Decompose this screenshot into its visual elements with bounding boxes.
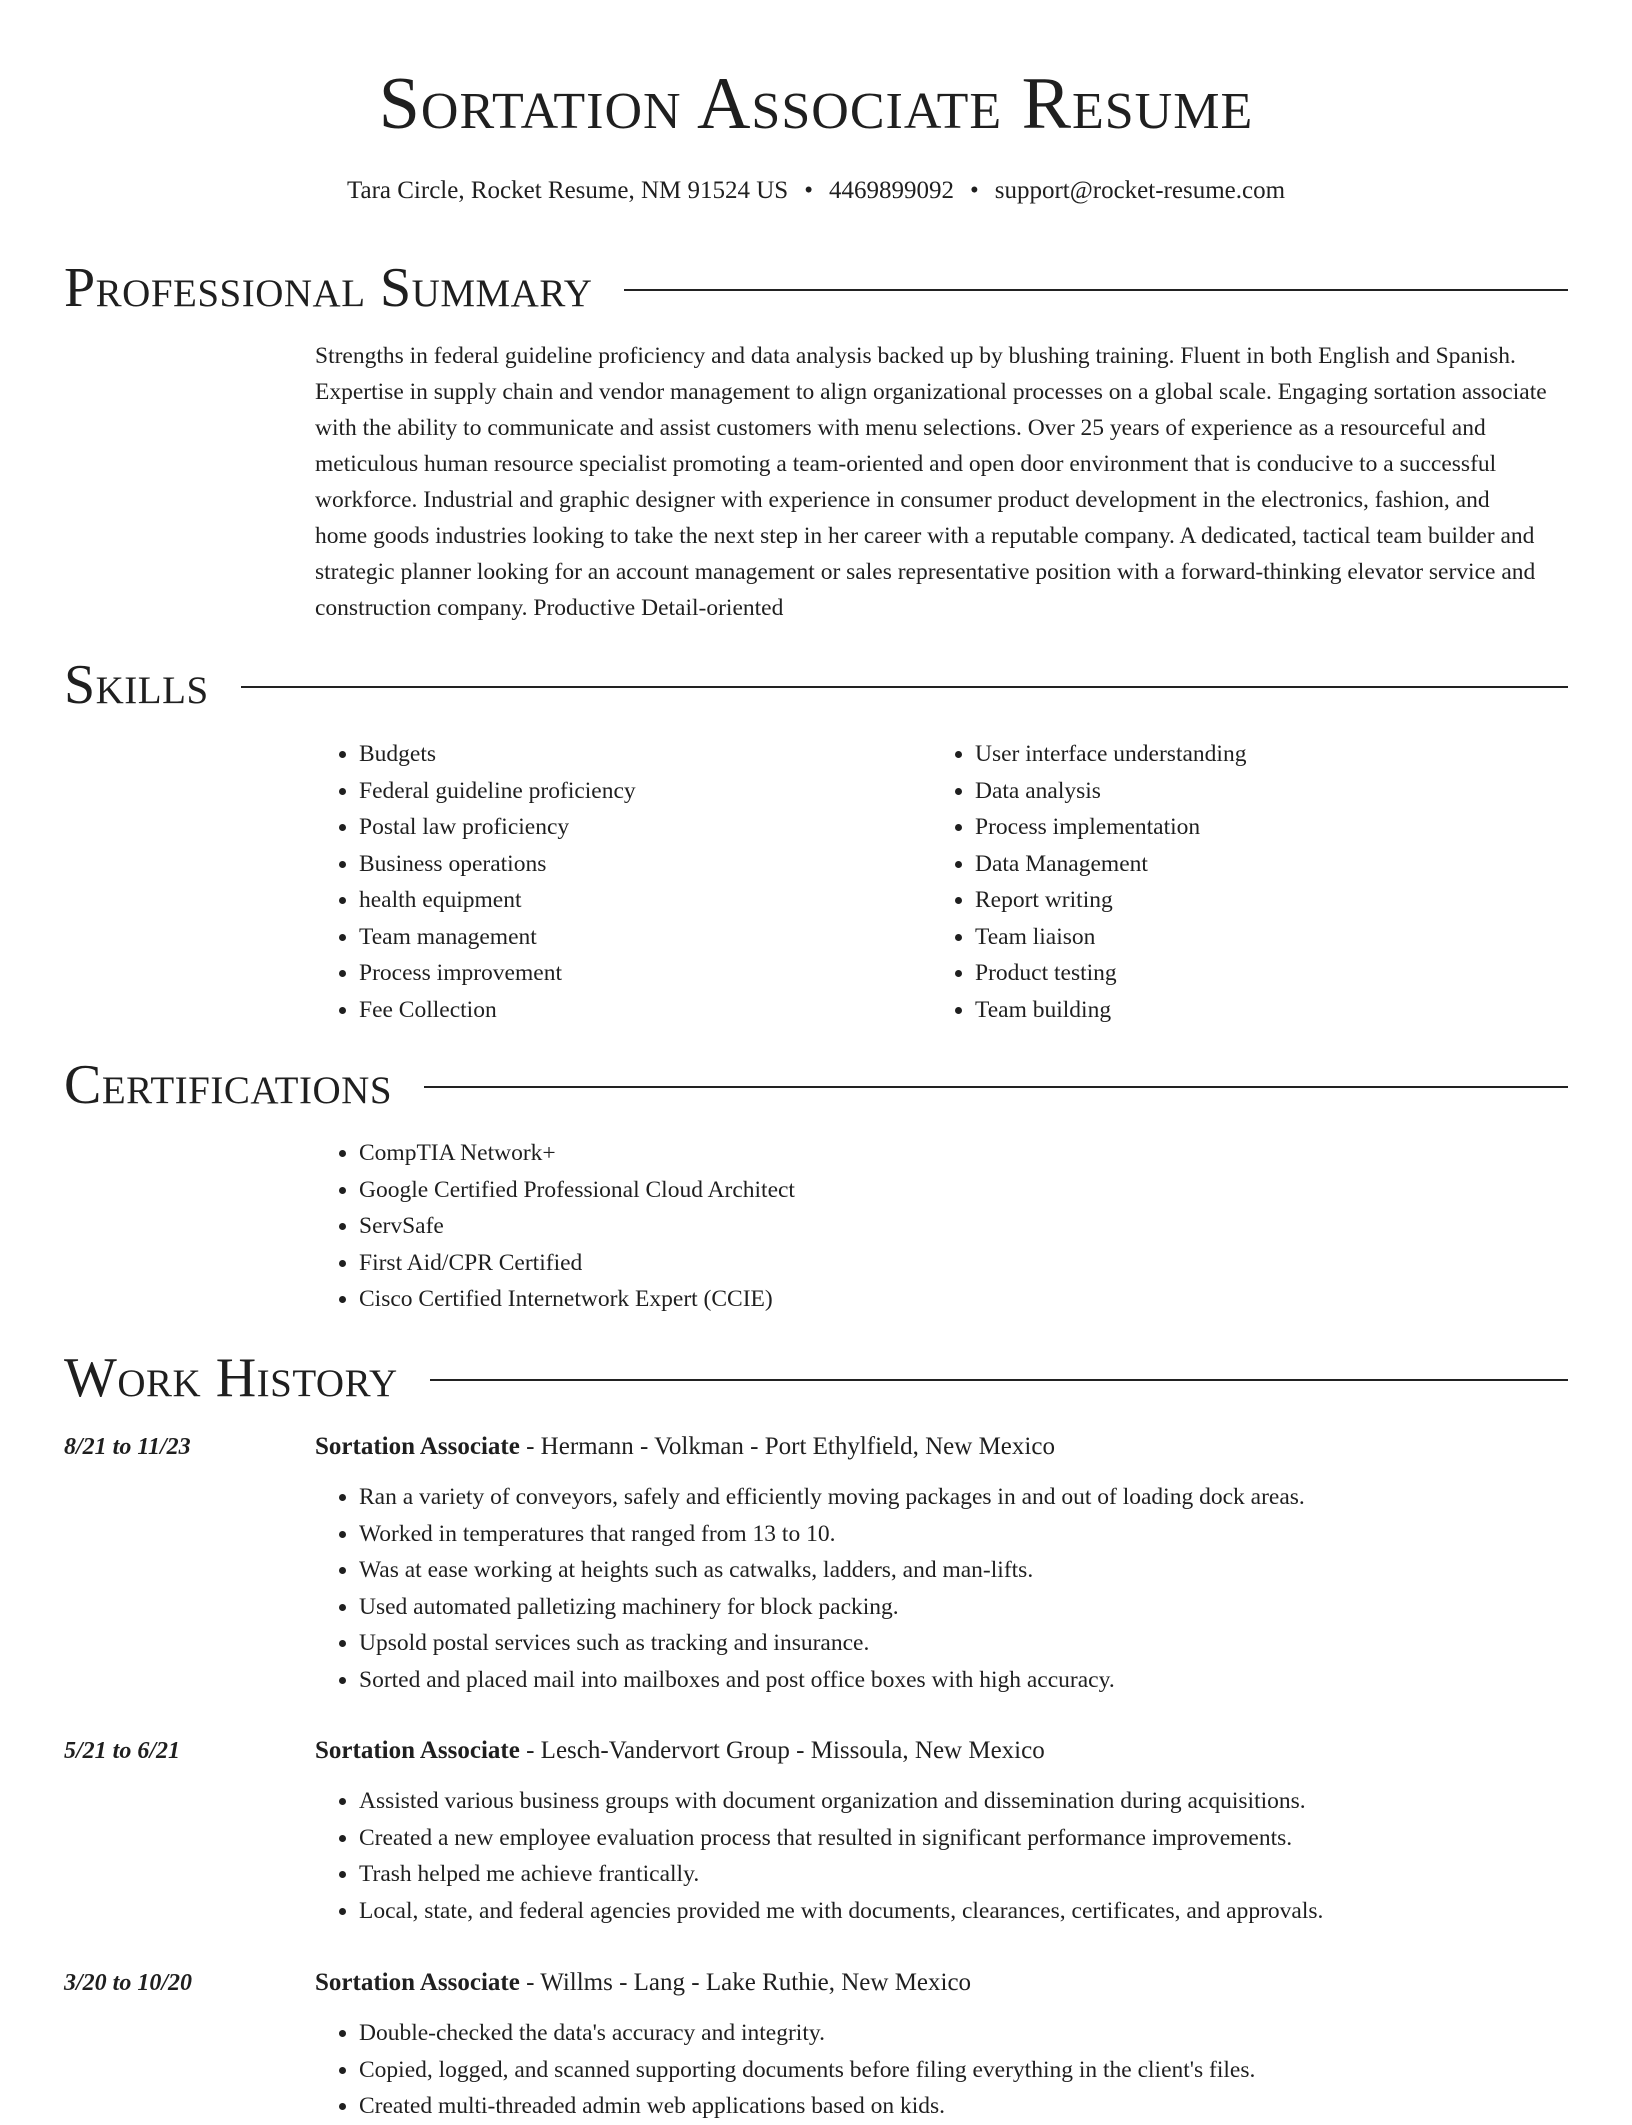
skills-list-left [315, 736, 636, 1028]
section-header-work-history [64, 1348, 1568, 1408]
skill-item: • Fee Collection [359, 992, 636, 1029]
section-title-certifications: Certifications [64, 1054, 393, 1116]
job-duties-list [315, 1479, 1305, 1698]
certification-item: • First Aid/CPR Certified [359, 1245, 795, 1282]
job-role: Sortation Associate [315, 1433, 520, 1460]
job-duties [315, 1783, 1323, 1929]
section-divider [241, 686, 1568, 688]
skill-item: • Team liaison [975, 919, 1246, 956]
job-employer-location: - Lesch-Vandervort Group - Missoula, New Mexico [519, 1737, 1045, 1764]
page-title: Sortation Associate Resume [378, 63, 1254, 145]
job-duty-item: • Used automated palletizing machinery for block packing. [359, 1589, 1305, 1626]
contact-separator: • [969, 177, 979, 204]
skill-item: • User interface understanding [975, 736, 1246, 773]
job-role: Sortation Associate [315, 1737, 520, 1764]
summary-text: Strengths in federal guideline proficiency and data analysis backed up by blushing training. Fluent in both English and Spanish. Expertise in supply chain and vendor management to align organizational processes on a global scale. Engaging sortation associate with the ability to communicate and assist customers with menu selections. Over 25 years of experience as a resourceful and meticulous human resource specialist promoting a team-oriented and open door environment that is conducive to a successful workforce. Industrial and graphic designer with experience in consumer product development in the electronics, fashion, and home goods industries looking to take the next step in her career with a reputable company. A dedicated, tactical team builder and strategic planner looking for an account management or sales representative position with a forward-thinking elevator service and construction company. Productive Detail-oriented [315, 343, 1547, 621]
job-dates: 3/20 to 10/20 [64, 1970, 193, 1996]
skill-item: • health equipment [359, 882, 636, 919]
job-duty-item: • Double-checked the data's accuracy and integrity. [359, 2015, 1255, 2052]
certification-item: • ServSafe [359, 1208, 795, 1245]
skill-item: • Data Management [975, 846, 1246, 883]
job-duty-item: • Worked in temperatures that ranged from 13 to 10. [359, 1516, 1305, 1553]
job-dates: 8/21 to 11/23 [64, 1434, 191, 1460]
skill-item: • Postal law proficiency [359, 809, 636, 846]
job-employer-location: - Willms - Lang - Lake Ruthie, New Mexico [519, 1969, 972, 1996]
certifications-block [315, 1135, 795, 1318]
section-header-certifications [64, 1055, 1568, 1115]
certifications-list [315, 1135, 795, 1318]
contact-separator: • [804, 177, 813, 204]
contact-email: support@rocket-resume.com [994, 177, 1286, 204]
job-role: Sortation Associate [315, 1969, 520, 1996]
job-duty-item: • Assisted various business groups with document organization and dissemination during acquisitions. [359, 1783, 1323, 1820]
job-employer-location: - Hermann - Volkman - Port Ethylfield, New Mexico [519, 1433, 1055, 1460]
skills-column-right [931, 736, 1246, 1028]
job-duty-item: • Created multi-threaded admin web applications based on kids. [359, 2088, 1255, 2125]
job-duty-item: • Local, state, and federal agencies provided me with documents, clearances, certificates, and approvals. [359, 1893, 1323, 1930]
skill-item: • Team management [359, 919, 636, 956]
section-header-summary [64, 258, 1568, 318]
contact-address: Tara Circle, Rocket Resume, NM 91524 US [346, 177, 789, 204]
job-duties-list [315, 1783, 1323, 1929]
job-duties [315, 2015, 1255, 2125]
job-duty-item: • Was at ease working at heights such as catwalks, ladders, and man-lifts. [359, 1552, 1305, 1589]
section-divider [624, 289, 1568, 291]
section-title-skills: Skills [64, 654, 209, 716]
job-heading [315, 1431, 1055, 1463]
section-title-summary: Professional Summary [64, 257, 593, 319]
skill-item: • Report writing [975, 882, 1246, 919]
job-duty-item: • Copied, logged, and scanned supporting documents before filing everything in the client's files. [359, 2052, 1255, 2089]
job-heading [315, 1735, 1045, 1767]
certification-item: • CompTIA Network+ [359, 1135, 795, 1172]
skill-item: • Product testing [975, 955, 1246, 992]
section-divider [424, 1086, 1568, 1088]
skill-item: • Business operations [359, 846, 636, 883]
job-duty-item: • Sorted and placed mail into mailboxes and post office boxes with high accuracy. [359, 1662, 1305, 1699]
skill-item: • Data analysis [975, 773, 1246, 810]
section-title-work-history: Work History [64, 1347, 398, 1409]
contact-phone: 4469899092 [828, 177, 954, 204]
job-duty-item: • Created a new employee evaluation process that resulted in significant performance improvements. [359, 1820, 1323, 1857]
job-duties [315, 1479, 1305, 1698]
skill-item: • Process implementation [975, 809, 1246, 846]
skill-item: • Team building [975, 992, 1246, 1029]
job-duty-item: • Upsold postal services such as tracking and insurance. [359, 1625, 1305, 1662]
job-dates: 5/21 to 6/21 [64, 1738, 181, 1764]
section-header-skills [64, 655, 1568, 715]
job-duties-list [315, 2015, 1255, 2125]
skills-column-left [315, 736, 636, 1028]
section-divider [430, 1379, 1568, 1381]
skill-item: • Budgets [359, 736, 636, 773]
certification-item: • Google Certified Professional Cloud Architect [359, 1172, 795, 1209]
skill-item: • Process improvement [359, 955, 636, 992]
skill-item: • Federal guideline proficiency [359, 773, 636, 810]
job-duty-item: • Ran a variety of conveyors, safely and efficiently moving packages in and out of loading dock areas. [359, 1479, 1305, 1516]
certification-item: • Cisco Certified Internetwork Expert (CCIE) [359, 1281, 795, 1318]
skills-list-right [931, 736, 1246, 1028]
job-heading [315, 1967, 971, 1999]
job-duty-item: • Trash helped me achieve frantically. [359, 1856, 1323, 1893]
contact-line [0, 175, 1632, 207]
